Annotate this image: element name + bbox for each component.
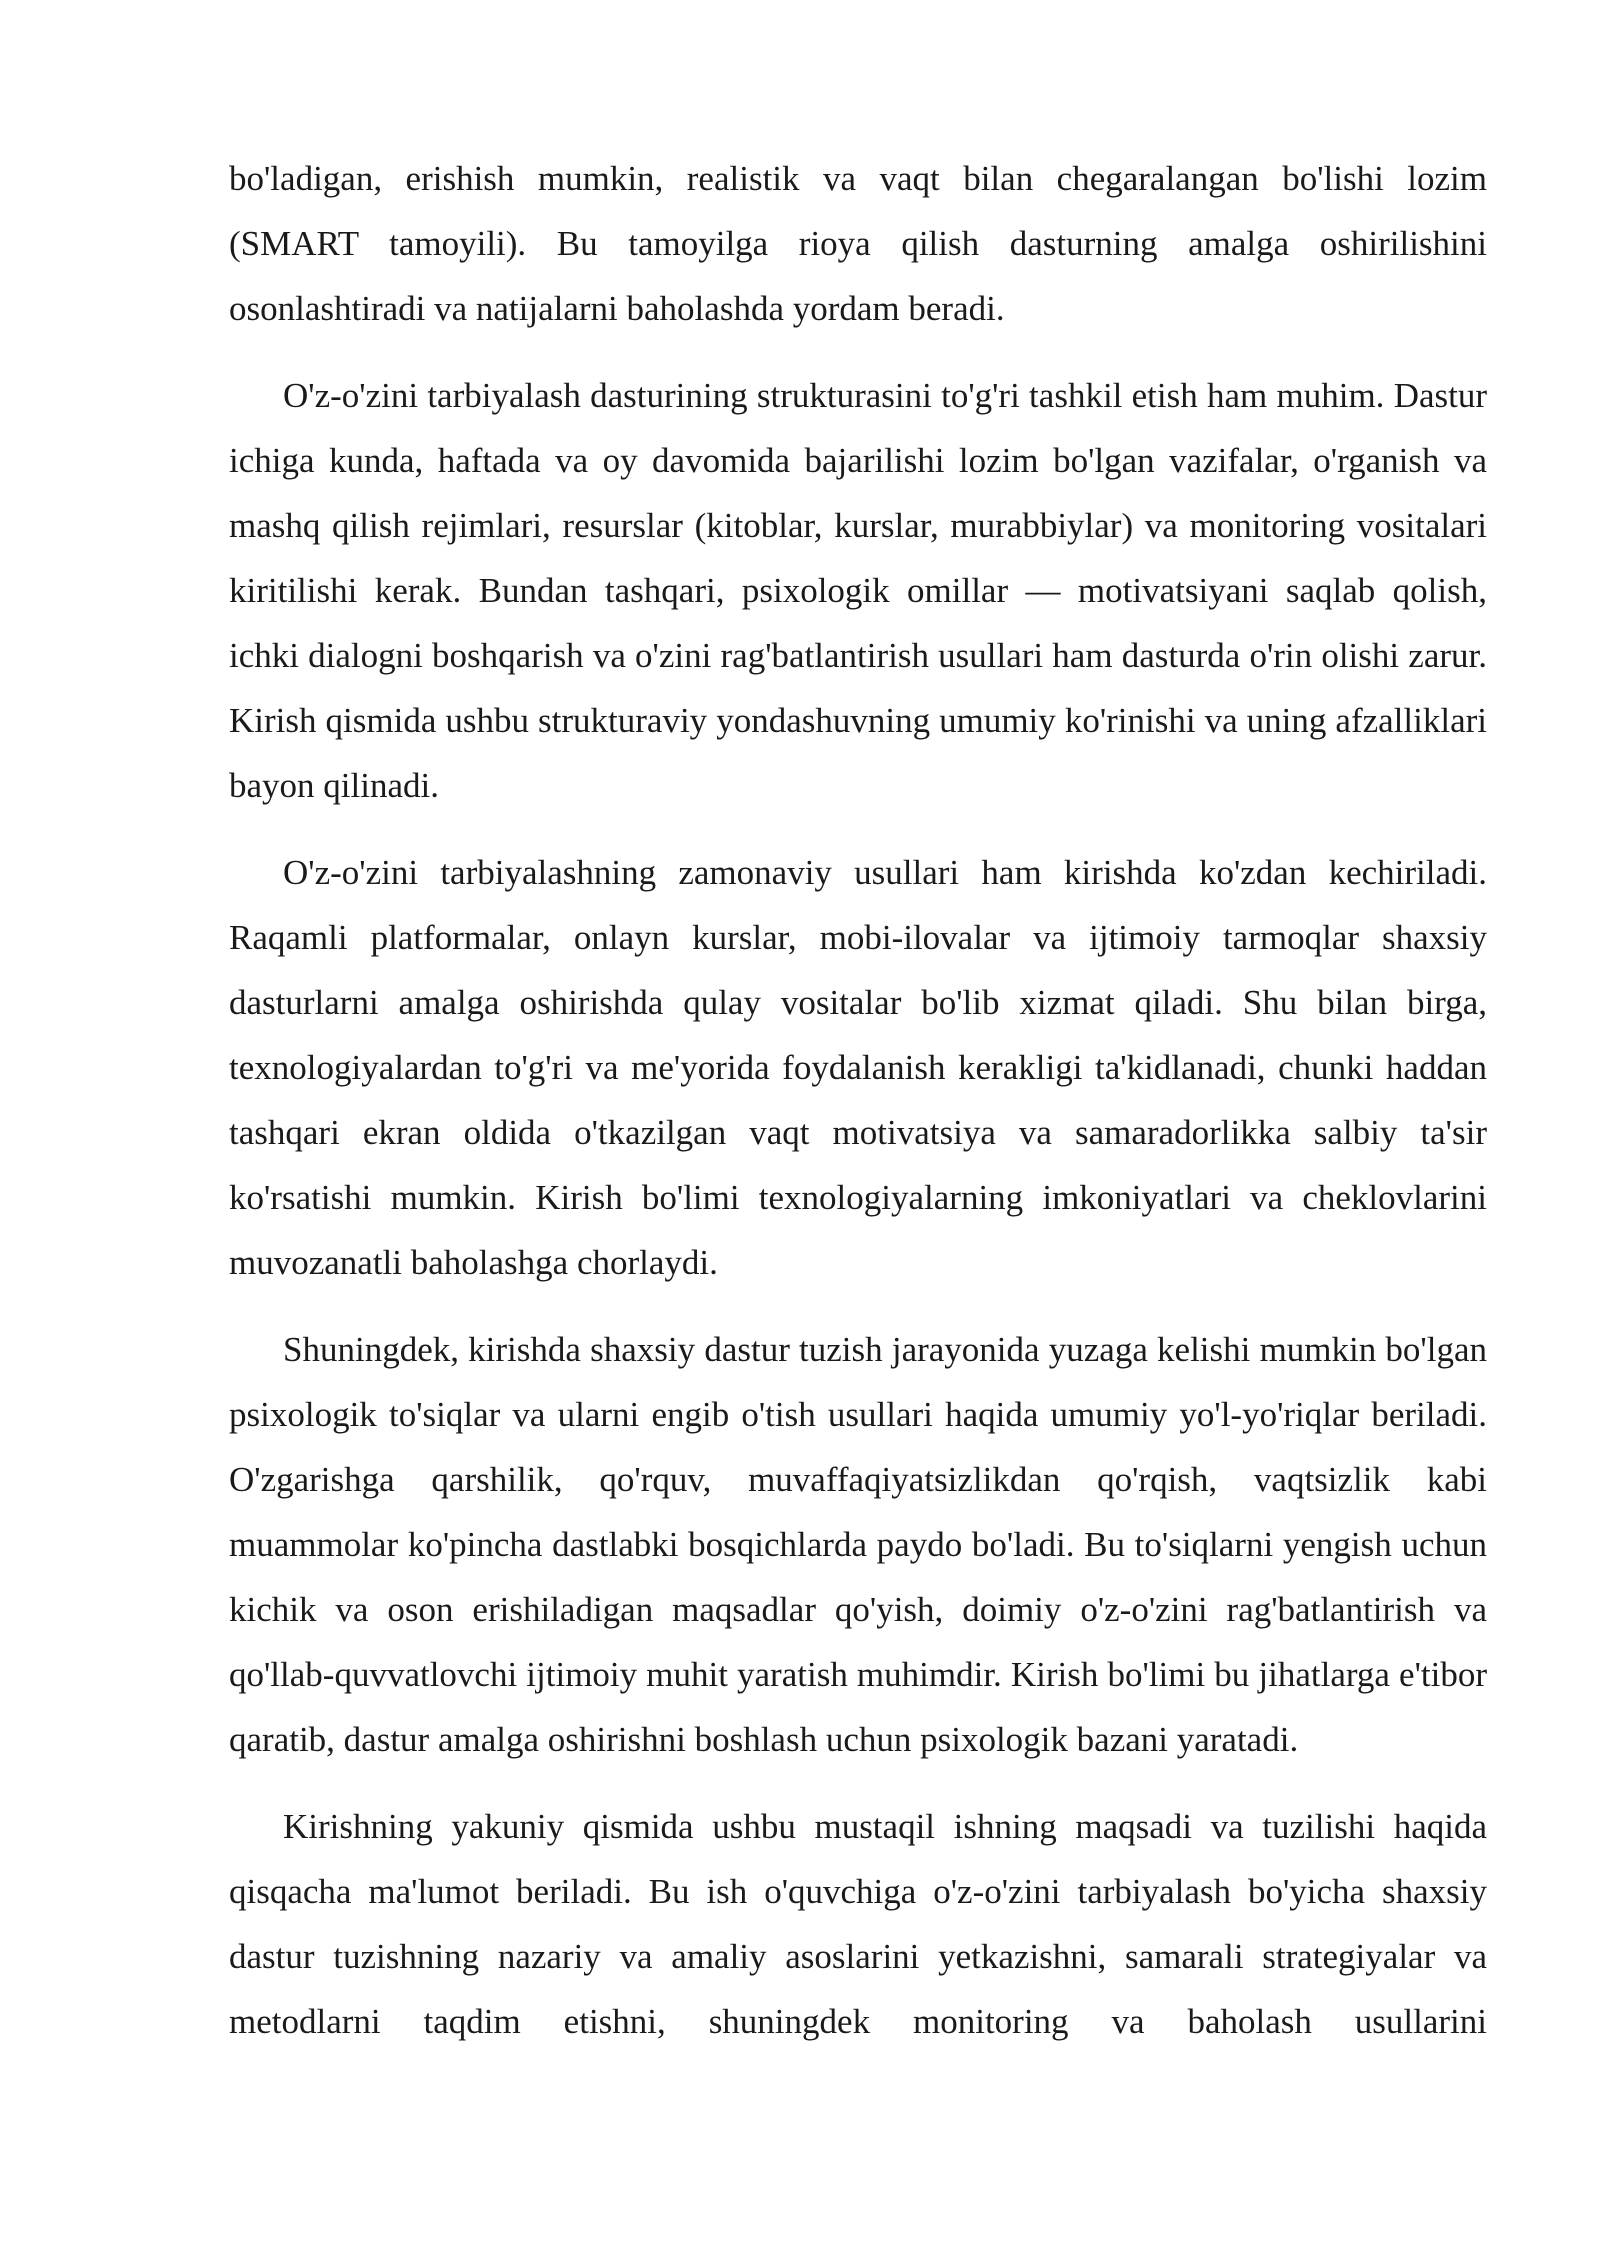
- document-page: [229, 146, 1487, 2076]
- paragraph-work-purpose: Kirishning yakuniy qismida ushbu mustaqil ishning maqsadi va tuzilishi haqida qisqacha ma'lumot beriladi. Bu ish o'quvchiga o'z-o'zini tarbiyalash bo'yicha shaxsiy dastur tuzishning nazariy va amaliy asoslarini yetkazishni, samarali strategiyalar va metodlarni taqdim etishni, shuningdek monitoring va baholash usullarini: [229, 1807, 1487, 2041]
- paragraph-program-structure: O'z-o'zini tarbiyalash dasturining strukturasini to'g'ri tashkil etish ham muhim. Dastur ichiga kunda, haftada va oy davomida bajarilishi lozim bo'lgan vazifalar, o'rganish va mashq qilish rejimlari, resurslar (kitoblar, kurslar, murabbiylar) va monitoring vositalari kiritilishi kerak. Bundan tashqari, psixologik omillar — motivatsiyani saqlab qolish, ichki dialogni boshqarish va o'zini rag'batlantirish usullari ham dasturda o'rin olishi zarur. Kirish qismida ushbu strukturaviy yondashuvning umumiy ko'rinishi va uning afzalliklari bayon qilinadi.: [229, 376, 1487, 805]
- paragraph-psychological-barriers: Shuningdek, kirishda shaxsiy dastur tuzish jarayonida yuzaga kelishi mumkin bo'lgan psixologik to'siqlar va ularni engib o'tish usullari haqida umumiy yo'l-yo'riqlar beriladi. O'zgarishga qarshilik, qo'rquv, muvaffaqiyatsizlikdan qo'rqish, vaqtsizlik kabi muammolar ko'pincha dastlabki bosqichlarda paydo bo'ladi. Bu to'siqlarni yengish uchun kichik va oson erishiladigan maqsadlar qo'yish, doimiy o'z-o'zini rag'batlantirish va qo'llab-quvvatlovchi ijtimoiy muhit yaratish muhimdir. Kirish bo'limi bu jihatlarga e'tibor qaratib, dastur amalga oshirishni boshlash uchun psixologik bazani yaratadi.: [229, 1330, 1487, 1759]
- paragraph-smart-continuation: bo'ladigan, erishish mumkin, realistik va vaqt bilan chegaralangan bo'lishi lozim (SMART tamoyili). Bu tamoyilga rioya qilish dasturning amalga oshirilishini osonlashtiradi va natijalarni baholashda yordam beradi.: [229, 159, 1487, 328]
- paragraph-modern-methods: O'z-o'zini tarbiyalashning zamonaviy usullari ham kirishda ko'zdan kechiriladi. Raqamli platformalar, onlayn kurslar, mobi-ilovalar va ijtimoiy tarmoqlar shaxsiy dasturlarni amalga oshirishda qulay vositalar bo'lib xizmat qiladi. Shu bilan birga, texnologiyalardan to'g'ri va me'yorida foydalanish kerakligi ta'kidlanadi, chunki haddan tashqari ekran oldida o'tkazilgan vaqt motivatsiya va samaradorlikka salbiy ta'sir ko'rsatishi mumkin. Kirish bo'limi texnologiyalarning imkoniyatlari va cheklovlarini muvozanatli baholashga chorlaydi.: [229, 853, 1487, 1282]
